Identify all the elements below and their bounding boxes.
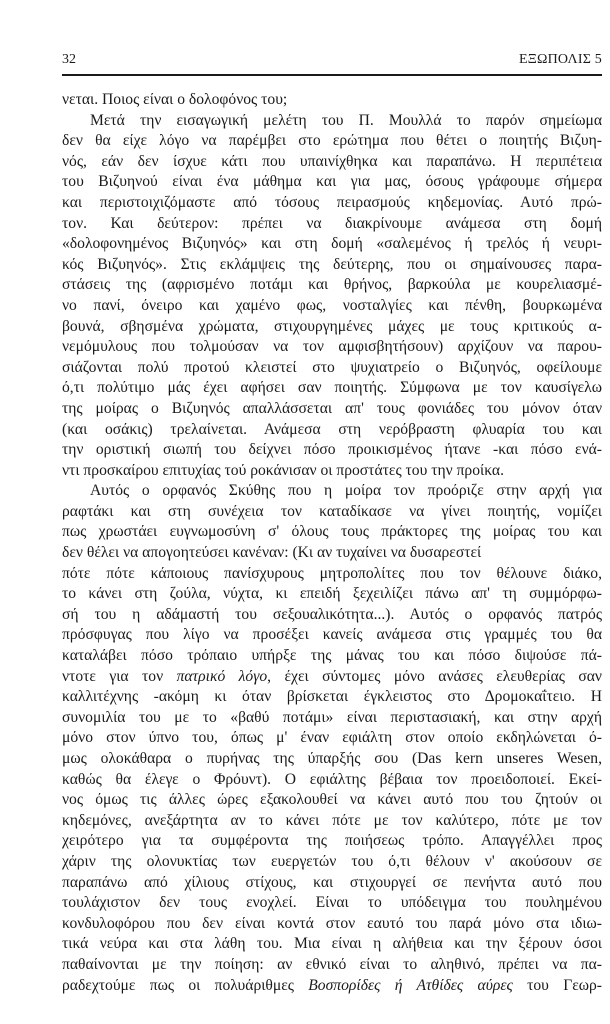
- text-line: μόνο στον ύπνο του, όπως μ' έναν εφιάλτη στον οποίο εκδηλώνεται ό-: [62, 729, 602, 747]
- text-line: κονδυλοφόρου που δεν είναι κοντά στον εαυτό του παρά μόνο στα ιδιω-: [62, 914, 602, 932]
- text-line: νο πανί, όνειρο και χαμένο φως, νοσταλγίες και πένθη, βουρκωμένα: [62, 296, 602, 314]
- text-line: τικά νεύρα και στα λάθη του. Μια είναι η αλήθεια και την ξέρουν όσοι: [62, 935, 602, 953]
- text-line: μως ολοκάθαρα ο πυρήνας της ύπαρξής σου (Das kern unseres Wesen,: [62, 750, 602, 767]
- italic-phrase: πατρικό λόγο: [176, 667, 268, 685]
- body-text: [62, 90, 602, 996]
- journal-title: ΕΞΩΠΟΛΙΣ 5: [519, 52, 602, 67]
- text-line: νεμόμυλους που τολμούσαν να τον αμφισβητήσουν) αρχίζουν να παρου-: [62, 338, 602, 356]
- text-line: ντι προσκαίρου επιτυχίας τού ροκάνισαν οι προστάτες του την προίκα.: [62, 461, 505, 479]
- page-number: 32: [62, 52, 76, 67]
- text-line: σή του η αδάμαστή του σεξουαλικότητα...). Αυτός ο ορφανός πατρός: [62, 605, 602, 623]
- text-line: νος όμως τις άλλες ώρες εξακολουθεί να κάνει αυτό που του ζητούν οι: [62, 791, 602, 809]
- text-line: δεν θα είχε λόγο να παρέμβει στο ερώτημα που θέτει ο ποιητής Βιζυη-: [62, 132, 602, 150]
- text-line: ραφτάκι και στη συνέχεια τον καταδίκασε να γίνει ποιητής, νομίζει: [62, 502, 602, 520]
- text-line: πως χρωστάει ευγνωμοσύνη σ' όλους τους πράκτορες της μοίρας του και: [62, 523, 602, 541]
- text-line: τον. Και δεύτερον: πρέπει να διακρίνουμε ανάμεσα στη δομή: [62, 214, 602, 232]
- text-line: κηδεμόνες, ανεξάρτητα αν το κάνει πότε με τον καλύτερο, πότε με τον: [62, 811, 602, 829]
- text-line: κός Βιζυηνός». Στις εκλάμψεις της δεύτερης, που οι σημαίνουσες παρα-: [62, 255, 602, 273]
- text-line: ό,τι πολύτιμο μάς έχει αφήσει σαν ποιητής. Σύμφωνα με τον καυσίγελω: [62, 379, 602, 397]
- text-line: την οριστική σιωπή του δείχνει πόσο προικισμένος ήτανε -και πόσο ενά-: [62, 441, 602, 459]
- text-line: «δολοφονημένος Βιζυηνός» και στη δομή «σαλεμένος ή τρελός ή νευρι-: [62, 235, 602, 253]
- text-line: καθώς θα έλεγε ο Φρόυντ). Ο εφιάλτης βέβαια τον προειδοποιεί. Εκεί-: [62, 770, 602, 788]
- text-line: ντοτε για τον πατρικό λόγο, έχει σύντομες μόνο ανάσες ελευθερίας σαν: [62, 667, 602, 685]
- text-line: πότε πότε κάποιους πανίσχυρους μητροπολίτες που τον θέλουνε διάκο,: [62, 564, 602, 582]
- text-line: νεται. Ποιος είναι ο δολοφόνος του;: [62, 91, 288, 108]
- text-line: και περιστοιχιζόμαστε από τόσους πειρασμούς κηδεμονίας. Αυτό πρώ-: [62, 193, 602, 211]
- text-line: Αυτός ο ορφανός Σκύθης που η μοίρα τον προόριζε στην αρχή για: [90, 482, 602, 500]
- text-line: του Βιζυηνού είναι ένα μάθημα και για μας, όσους γράφουμε σήμερα: [62, 173, 602, 191]
- text-line: (και οσάκις) τρελαίνεται. Ανάμεσα στη νερόβραστη φλυαρία του και: [62, 420, 602, 438]
- text-line: χάριν της ολονυκτίας των ευεργετών του ό,τι θέλουν ν' ακούσουν σε: [62, 852, 602, 870]
- text-line: στάσεις της (αφρισμένο ποτάμι και θρήνος, βαρκούλα με κουρελιασμέ-: [62, 276, 602, 294]
- text-line: νός, εάν δεν ίσχυε κάτι που υπαινίχθηκα και παραπάνω. Η περιπέτεια: [62, 152, 602, 170]
- text-line: βουνά, σβησμένα χρώματα, στιχουργημένες μάχες με τους κριτικούς α-: [62, 317, 602, 335]
- header-rule: [62, 74, 602, 76]
- text-line: συνομιλία του με το «βαθύ ποτάμι» είναι περιστασιακή, και στην αρχή: [62, 708, 602, 726]
- text-line: χειρότερο για τα συμφέροντα της ποιήσεως τρόπο. Απαγγέλλει προς: [62, 832, 602, 850]
- text-line: καλλιτέχνης -ακόμη κι όταν βρίσκεται έγκλειστος στο Δρομοκαΐτειο. Η: [62, 688, 602, 706]
- text-line: πρόσφυγας που λίγο να προσέξει κανείς ανάμεσα στις γραμμές του θα: [62, 626, 602, 644]
- text-line: Μετά την εισαγωγική μελέτη του Π. Μουλλά το παρόν σημείωμα: [90, 111, 602, 129]
- text-line: παραπάνω από χίλιους στίχους, και στιχουργεί σε πενήντα αυτό που: [62, 873, 602, 891]
- text-line: ραδεχτούμε πως οι πολυάριθμες Βοσπορίδες ή Ατθίδες αύρες του Γεωρ-: [62, 976, 602, 994]
- text-line: παθαίνονται με την ποίηση: αν εθνικό είναι το αληθινό, πρέπει να πα-: [62, 955, 602, 973]
- text-line: της μοίρας ο Βιζυηνός απαλλάσσεται απ' τους φονιάδες του μόνον όταν: [62, 399, 602, 417]
- text-line: το κάνει στη ζούλα, νύχτα, κι επειδή ξεχειλίζει πάνω απ' τη συμμόρφω-: [62, 585, 602, 603]
- text-line: τουλάχιστον δεν τους ενοχλεί. Είναι το υπόδειγμα του πουλημένου: [62, 894, 602, 912]
- text-line: σιάζονται πολύ προτού κλειστεί στο ψυχιατρείο ο Βιζυηνός, οφείλουμε: [62, 358, 602, 376]
- italic-phrase: Βοσπορίδες ή Ατθίδες αύρες: [308, 976, 513, 994]
- text-line: δεν θέλει να απογοητεύσει κανέναν: (Κι αν τυχαίνει να δυσαρεστεί: [62, 544, 482, 562]
- running-header: [62, 52, 602, 72]
- text-line: καταλάβει πόσο τρόπαιο υπήρξε της μάνας του και πόσο διψούσε πά-: [62, 647, 602, 665]
